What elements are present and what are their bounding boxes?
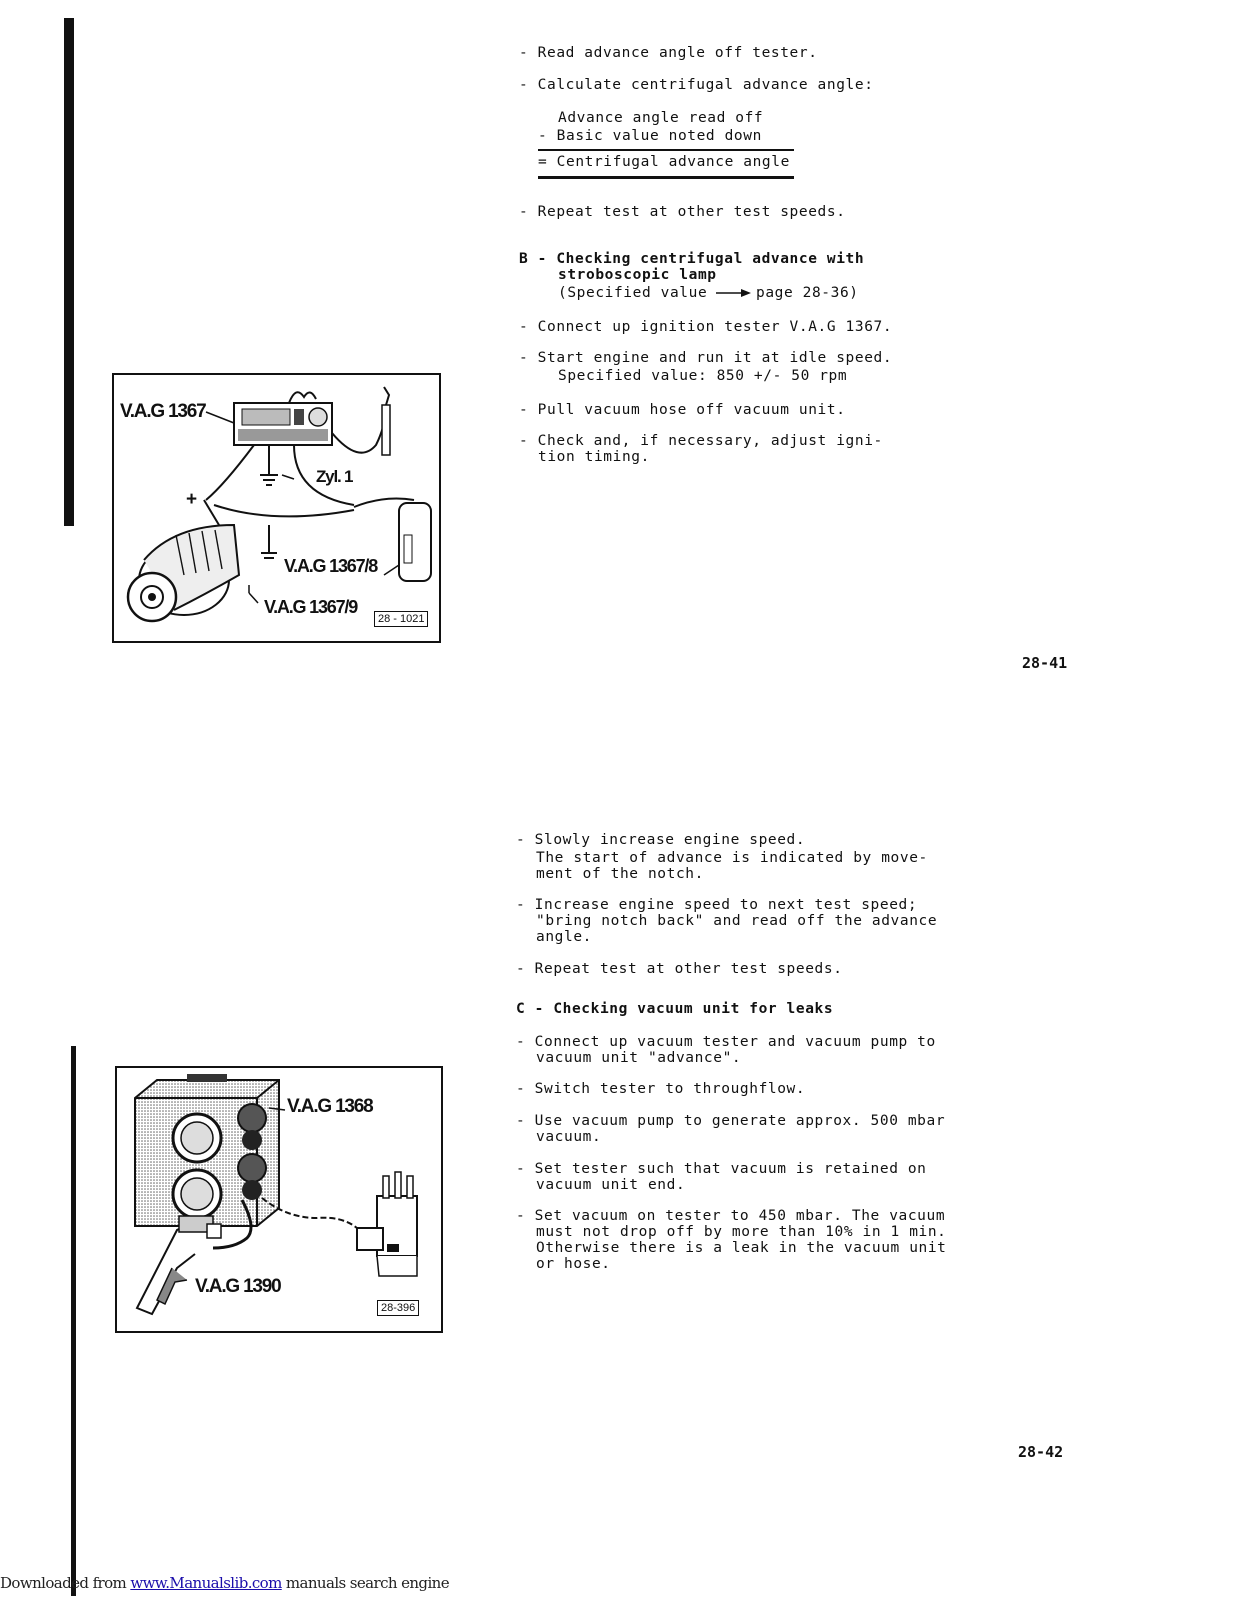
step-pull-hose: - Pull vacuum hose off vacuum unit. [519,402,846,418]
step-slowly-1: - Slowly increase engine speed. [516,832,806,848]
step-repeat-test-2: - Repeat test at other test speeds. [516,961,843,977]
label-vag-1367: V.A.G 1367 [120,401,206,422]
step-450-1: - Set vacuum on tester to 450 mbar. The vacuum [516,1208,946,1224]
calc-line-1: Advance angle read off [558,110,764,126]
calc-double-rule [538,176,794,179]
step-check-timing-1: - Check and, if necessary, adjust igni- [519,433,883,449]
step-450-3: Otherwise there is a leak in the vacuum unit [536,1240,947,1256]
step-slowly-3: ment of the notch. [536,866,704,882]
figure-ignition-tester [112,373,441,643]
arrow-right-icon [715,287,751,299]
binding-edge-bottom [71,1046,76,1596]
step-vac-connect-2: vacuum unit "advance". [536,1050,742,1066]
label-vag-1368: V.A.G 1368 [287,1096,373,1117]
footer-watermark [0,1574,449,1592]
step-increase-3: angle. [536,929,592,945]
section-b-heading-2: stroboscopic lamp [558,267,717,283]
step-switch: - Switch tester to throughflow. [516,1081,806,1097]
step-repeat-test: - Repeat test at other test speeds. [519,204,846,220]
step-start-engine: - Start engine and run it at idle speed. [519,350,893,366]
page-number-2: 28-42 [1018,1443,1064,1461]
footer-prefix: Downloaded from [0,1574,131,1592]
step-slowly-2: The start of advance is indicated by move- [536,850,928,866]
figure-code: 28 - 1021 [374,611,428,627]
section-b-heading: B - Checking centrifugal advance with [519,251,865,267]
step-check-timing-2: tion timing. [538,449,650,465]
step-pump-1: - Use vacuum pump to generate approx. 500 mbar [516,1113,946,1129]
step-450-4: or hose. [536,1256,611,1272]
calc-line-2: - Basic value noted down [538,128,762,144]
step-vac-connect-1: - Connect up vacuum tester and vacuum pump to [516,1034,936,1050]
step-450-2: must not drop off by more than 10% in 1 min. [536,1224,947,1240]
label-plus: + [186,489,196,510]
page-number: 28-41 [1022,654,1068,672]
calc-divider [538,149,794,151]
label-vag-1390: V.A.G 1390 [195,1276,281,1297]
step-start-spec: Specified value: 850 +/- 50 rpm [558,368,848,384]
label-vag-1367-8: V.A.G 1367/8 [284,556,378,576]
binding-edge-top [64,18,74,526]
label-zyl-1: Zyl. 1 [316,467,353,486]
footer-suffix: manuals search engine [281,1574,449,1592]
step-read-advance: - Read advance angle off tester. [519,45,818,61]
section-b-spec-page: page 28-36) [756,285,859,301]
step-calculate: - Calculate centrifugal advance angle: [519,77,874,93]
step-set-1: - Set tester such that vacuum is retained on [516,1161,927,1177]
step-increase-2: "bring notch back" and read off the advance [536,913,938,929]
manualslib-link[interactable]: www.Manualslib.com [130,1574,282,1592]
step-connect-tester: - Connect up ignition tester V.A.G 1367. [519,319,893,335]
figure-vacuum-tester [115,1066,443,1333]
label-vag-1367-9: V.A.G 1367/9 [264,597,358,617]
step-set-2: vacuum unit end. [536,1177,686,1193]
figure-code-2: 28-396 [377,1300,419,1316]
step-pump-2: vacuum. [536,1129,602,1145]
step-increase-1: - Increase engine speed to next test speed; [516,897,918,913]
calc-result: = Centrifugal advance angle [538,154,790,170]
section-b-spec-prefix: (Specified value [558,285,708,301]
section-c-heading: C - Checking vacuum unit for leaks [516,1001,834,1017]
